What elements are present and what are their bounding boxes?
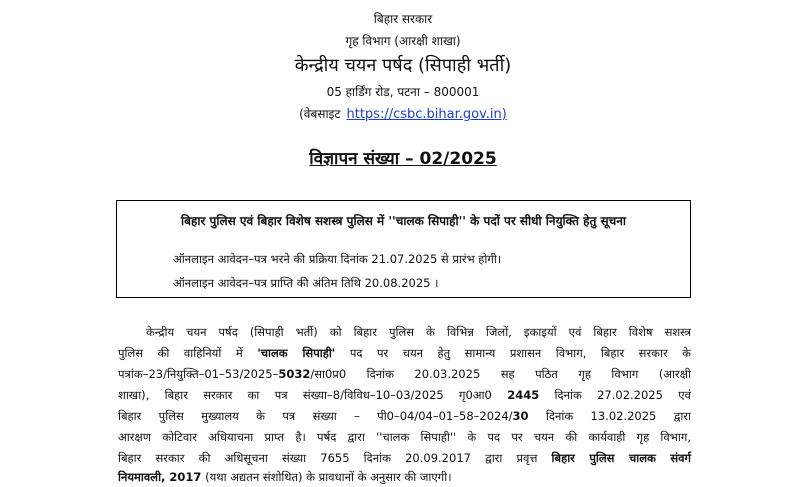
body-line-5 [118, 408, 691, 424]
body-line-1: केन्द्रीय चयन पर्षद (सिपाही भर्ती) को बिहार पुलिस के विभिन्न जिलों, इकाइयों एवं बिहार विशेष सशस्त्र [146, 325, 691, 339]
body-line-2 [118, 345, 691, 361]
website-line [0, 105, 806, 122]
notice-title: बिहार पुलिस एवं बिहार विशेष सशस्त्र पुलिस में ''चालक सिपाही'' के पदों पर सीधी नियुक्ति हेतु सूचना [181, 214, 626, 228]
body-text: /सा0प्र0 दिनांक 20.03.2025 सह पठित गृह विभाग (आरक्षी [310, 367, 691, 381]
address: 05 हार्डिंग रोड, पटना – 800001 [326, 85, 480, 99]
body-text: बिहार सरकार की अधिसूचना संख्या 7655 दिनांक 20.09.2017 द्वारा प्रवृत्त [118, 451, 552, 465]
govt-heading: बिहार सरकार [373, 12, 433, 26]
body-text: बिहार पुलिस मुख्यालय के पत्र संख्या – पी0–04/04–01–58–2024/ [118, 409, 513, 423]
notice-start-date: ऑनलाइन आवेदन–पत्र भरने की प्रक्रिया दिनांक 21.07.2025 से प्रारंभ होगी। [173, 252, 502, 266]
body-line-6: आरक्षण कोटिवार अधियाचना प्राप्त है। पर्षद द्वारा ''चालक सिपाही'' के पद पर चयन की कार्यवाही गृह विभाग, [118, 430, 691, 444]
department-heading: गृह विभाग (आरक्षी शाखा) [345, 34, 461, 48]
body-line-7 [118, 450, 691, 466]
website-label: (वेबसाइट [299, 107, 341, 121]
letter-number: 2445 [507, 388, 540, 402]
body-text: (यथा अद्यतन संशोधित) के प्रावधानों के अनुसार की जाएगी। [201, 470, 452, 484]
body-line-3 [118, 366, 691, 382]
post-name: 'चालक सिपाही' [257, 346, 336, 360]
advertisement-number [0, 146, 806, 169]
rules-name: नियमावली, 2017 [118, 470, 202, 484]
body-text: दिनांक 27.02.2025 एवं [539, 388, 692, 402]
rules-name: बिहार पुलिस चालक संवर्ग [551, 451, 691, 465]
board-title: केन्द्रीय चयन पर्षद (सिपाही भर्ती) [294, 55, 512, 76]
body-text: पुलिस की वाहिनियों में [118, 346, 258, 360]
notice-last-date: ऑनलाइन आवेदन–पत्र प्राप्ति की अंतिम तिथि 20.08.2025 । [173, 276, 439, 290]
letter-number: 5032 [278, 367, 311, 381]
website-link[interactable]: https://csbc.bihar.gov.in) [346, 107, 507, 122]
notice-box [116, 200, 691, 298]
body-text: शाखा), बिहार सरकार का पत्र संख्या–8/विविध–10–03/2025 गृ0आ0 [118, 388, 508, 402]
body-line-4 [118, 387, 691, 403]
body-text: पद पर चयन हेतु सामान्य प्रशासन विभाग, बिहार सरकार के [335, 346, 691, 360]
advertisement-title: विज्ञापन संख्या – 02/2025 [309, 149, 497, 169]
letter-number: 30 [512, 409, 529, 423]
body-line-8 [118, 469, 691, 485]
body-text: दिनांक 13.02.2025 द्वारा [528, 409, 691, 423]
body-text: पत्रांक–23/नियुक्ति–01–53/2025– [118, 367, 279, 381]
